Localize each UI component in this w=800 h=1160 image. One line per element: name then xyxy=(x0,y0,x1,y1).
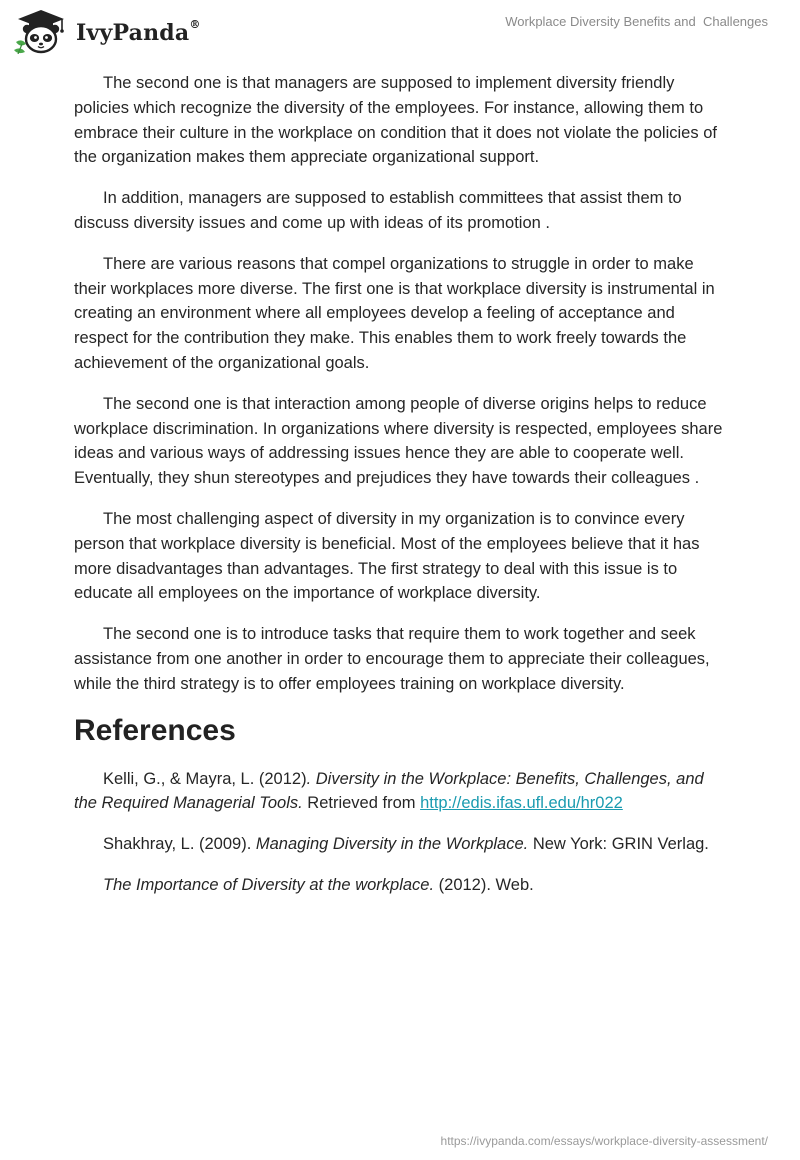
essay-content xyxy=(74,71,730,914)
reference-title: The Importance of Diversity at the workplace. xyxy=(103,875,435,894)
brand-name-text: IvyPanda xyxy=(76,20,190,46)
registered-mark: ® xyxy=(189,17,201,31)
reference-link[interactable]: http://edis.ifas.ufl.edu/hr022 xyxy=(420,794,623,813)
reference-entry xyxy=(74,767,730,817)
body-paragraph: The second one is that managers are supposed to implement diversity friendly policies which recognize the diversity of the employees. For instance, allowing them to embrace their culture in the workplace on condition that it does not violate the policies of the organization makes them appreciate organizational support. xyxy=(74,74,717,167)
reference-details: (2012). Web. xyxy=(434,875,534,894)
reference-publisher: New York: GRIN Verlag. xyxy=(528,835,709,854)
reference-authors: Kelli, G., & Mayra, L. (2012) xyxy=(103,769,307,788)
reference-retrieved: Retrieved from xyxy=(302,794,421,813)
brand-name xyxy=(76,17,201,46)
reference-authors: Shakhray, L. (2009). xyxy=(103,835,256,854)
panda-graduate-icon xyxy=(12,8,70,54)
reference-entry xyxy=(74,873,730,898)
page-header xyxy=(0,0,800,60)
body-paragraph: The second one is to introduce tasks that require them to work together and seek assistance from one another in order to encourage them to appreciate their colleagues, while the third strategy is to offer employees training on workplace diversity. xyxy=(74,625,710,693)
document-title: Workplace Diversity Benefits and Challenges xyxy=(505,14,768,29)
ivypanda-logo[interactable] xyxy=(12,6,201,56)
reference-title: Managing Diversity in the Workplace. xyxy=(255,835,529,854)
footer-source-url: https://ivypanda.com/essays/workplace-diversity-assessment/ xyxy=(440,1134,768,1148)
reference-entry xyxy=(74,832,730,857)
body-paragraph: In addition, managers are supposed to establish committees that assist them to discuss diversity issues and come up with ideas of its promotion . xyxy=(74,189,682,232)
body-paragraph: The most challenging aspect of diversity in my organization is to convince every person that workplace diversity is beneficial. Most of the employees believe that it has more disadvantages than advantages. The first strategy to deal with this issue is to educate all employees on the importance of workplace diversity. xyxy=(74,509,700,603)
body-paragraph: There are various reasons that compel organizations to struggle in order to make their workplaces more diverse. The first one is that workplace diversity is instrumental in creating an environment where all employees develop a feeling of acceptance and respect for the contribution they make. This enables them to work freely towards the achievement of the organizational goals. xyxy=(74,254,715,372)
references-heading: References xyxy=(74,713,236,747)
body-paragraph: The second one is that interaction among people of diverse origins helps to reduce workplace discrimination. In organizations where diversity is respected, employees share ideas and various ways of addressing issues hence they are able to cooperate well. Eventually, they shun stereotypes and prejudices they have towards their colleagues . xyxy=(74,394,723,488)
reference-title: . Diversity in the Workplace: Benefits, Challenges, and the Required Managerial Tools. xyxy=(74,769,704,813)
